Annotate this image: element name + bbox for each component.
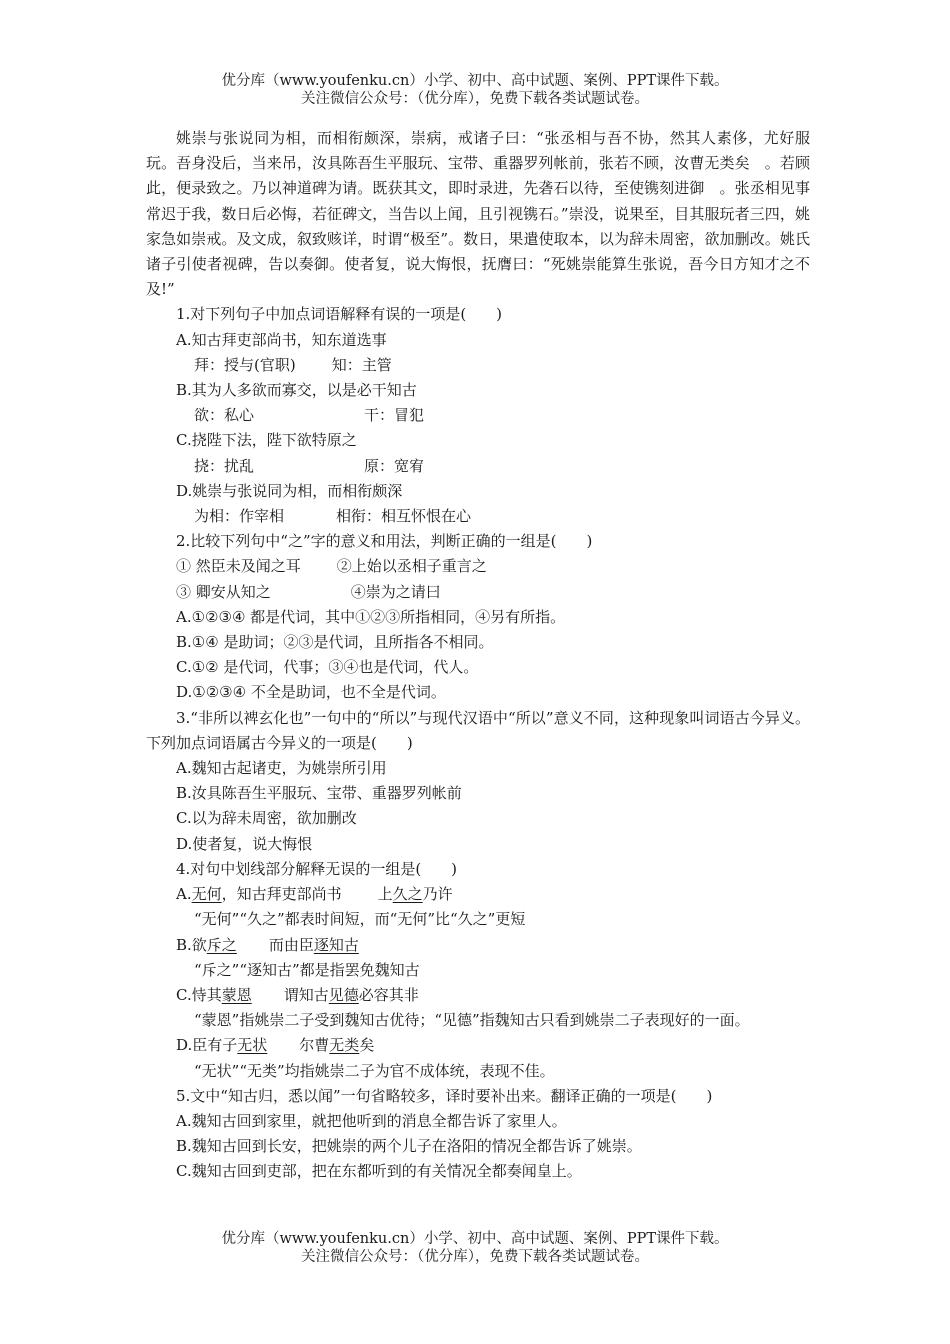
q4-c-suffix: 必容其非 [358, 985, 419, 1004]
q1-c-note-1: 挠：扰乱 [194, 456, 255, 475]
q2-sentences-1-2 [146, 554, 810, 579]
q2-sentence-2: ②上始以丞相子重言之 [336, 557, 487, 576]
q3-option-d: D.使者复，说大悔恨 [176, 834, 313, 853]
q4-c-prefix-2: 谓知古 [283, 985, 329, 1004]
q4-c-underlined-2: 见德 [328, 985, 359, 1004]
header-line-1: 优分库（www.youfenku.cn）小学、初中、高中试题、案例、PPT课件下载。 [221, 73, 729, 89]
question-1 [146, 302, 810, 529]
q1-c-note-2: 原：宽宥 [364, 456, 425, 475]
q2-option-a: A.①②③④ 都是代词，其中①②③所指相同，④另有所指。 [176, 607, 566, 626]
q4-option-c-explanation: “蒙恩”指姚崇二子受到魏知古优待；“见德”指魏知古只看到姚崇二子表现好的一面。 [194, 1011, 750, 1030]
q4-option-d [146, 1033, 810, 1058]
q5-option-b: B.魏知古回到长安，把姚崇的两个儿子在洛阳的情况全都告诉了姚崇。 [176, 1137, 642, 1156]
q4-d-prefix-2: 尔曹 [299, 1036, 330, 1055]
q1-option-d-notes [146, 504, 810, 529]
q4-a-suffix: 乃许 [422, 885, 453, 904]
footer-line-2: 关注微信公众号：（优分库），免费下载各类试题试卷。 [301, 1249, 649, 1265]
q4-a-prefix-2: 上 [377, 885, 393, 904]
q4-option-a [146, 882, 810, 907]
q1-option-d: D.姚崇与张说同为相，而相衔颇深 [176, 481, 403, 500]
question-3-stem: 3.“非所以裨玄化也”一句中的“所以”与现代汉语中“所以”意义不同，这种现象叫词语古今异义。下列加点词语属古今异义的一项是( ) [146, 708, 810, 752]
q4-a-underlined-1: 无何 [191, 885, 222, 904]
page-footer [0, 1230, 950, 1266]
q1-b-note-1: 欲：私心 [194, 406, 255, 425]
q4-d-prefix: D.臣有子 [176, 1036, 238, 1055]
q2-sentences-3-4 [146, 580, 810, 605]
passage-text: 姚崇与张说同为相，而相衔颇深，崇病，戒诸子曰：“张丞相与吾不协，然其人素侈，尤好服玩。吾身没后，当来吊，汝具陈吾生平服玩、宝带、重器罗列帐前，张若不顾，汝曹无类矣 。若顾此，便录致之。乃以神道碑为请。既获其文，即时录进，先砻石以待，至使镌刻进御 。张丞相见事常迟于我，数日后必悔，若征碑文，当告以上闻，且引视镌石。”崇没，说果至，目其服玩者三四，姚家急如崇戒。及文成，叙致赅详，时谓“极至”。数日，果遣使取本，以为辞未周密，欲加删改。姚氏诸子引使者视碑，告以奏御。使者复，说大悔恨，抚膺曰：“死姚崇能算生张说，吾今日方知才之不及!” [146, 129, 810, 299]
q4-a-prefix: A. [176, 885, 192, 904]
q4-option-b-explanation: “斥之”“逐知古”都是指罢免魏知古 [194, 960, 420, 979]
q4-b-prefix: B.欲 [176, 935, 207, 954]
q1-option-b-notes [146, 403, 810, 428]
question-1-stem: 1.对下列句子中加点词语解释有误的一项是( ) [176, 305, 503, 324]
question-2-stem: 2.比较下列句中“之”字的意义和用法，判断正确的一组是( ) [176, 532, 593, 551]
q4-a-underlined-2: 久之 [392, 885, 423, 904]
q1-b-note-2: 干：冒犯 [364, 406, 425, 425]
q3-option-a: A.魏知古起诸吏，为姚崇所引用 [176, 759, 387, 778]
q4-b-underlined-1: 斥之 [206, 935, 237, 954]
q5-option-c: C.魏知古回到吏部，把在东都听到的有关情况全都奏闻皇上。 [176, 1162, 582, 1181]
q3-option-b: B.汝具陈吾生平服玩、宝带、重器罗列帐前 [176, 784, 462, 803]
q2-sentence-1: ① 然臣未及闻之耳 [176, 557, 301, 576]
header-line-2: 关注微信公众号：（优分库），免费下载各类试题试卷。 [301, 91, 649, 107]
q2-option-d: D.①②③④ 不全是助词，也不全是代词。 [176, 683, 446, 702]
q4-option-d-explanation: “无状”“无类”均指姚崇二子为官不成体统，表现不佳。 [194, 1061, 555, 1080]
q1-a-note-1: 拜：授与(官职) [194, 355, 296, 374]
q1-option-b: B.其为人多欲而寡交，以是必干知古 [176, 381, 417, 400]
q4-c-underlined-1: 蒙恩 [221, 985, 252, 1004]
page-header [0, 72, 950, 108]
q2-sentence-3: ③ 卿安从知之 [176, 582, 271, 601]
question-2 [146, 529, 810, 705]
q4-d-underlined-2: 无类 [329, 1036, 360, 1055]
q4-b-underlined-2: 逐知古 [313, 935, 359, 954]
question-4-stem: 4.对句中划线部分解释无误的一组是( ) [176, 859, 458, 878]
q4-option-b [146, 933, 810, 958]
q1-d-note-1: 为相：作宰相 [194, 507, 285, 526]
q1-a-note-2: 知：主管 [331, 355, 392, 374]
q4-b-prefix-2: 而由臣 [268, 935, 314, 954]
q1-option-a-notes [146, 353, 810, 378]
q4-c-prefix: C.恃其 [176, 985, 222, 1004]
q2-option-b: B.①④ 是助词；②③是代词，且所指各不相同。 [176, 633, 494, 652]
q1-option-c: C.挠陛下法，陛下欲特原之 [176, 431, 357, 450]
q4-a-middle: ，知古拜吏部尚书 [221, 885, 342, 904]
q5-option-a: A.魏知古回到家里，就把他听到的消息全都告诉了家里人。 [176, 1111, 567, 1130]
footer-line-1: 优分库（www.youfenku.cn）小学、初中、高中试题、案例、PPT课件下载。 [221, 1231, 729, 1247]
q4-d-suffix: 矣 [359, 1036, 375, 1055]
q4-option-a-explanation: “无何”“久之”都表时间短，而“无何”比“久之”更短 [194, 910, 526, 929]
q1-option-c-notes [146, 454, 810, 479]
q4-d-underlined-1: 无状 [237, 1036, 268, 1055]
q2-sentence-4: ④崇为之请曰 [350, 582, 441, 601]
q2-option-c: C.①② 是代词，代事；③④也是代词，代人。 [176, 658, 479, 677]
q1-d-note-2: 相衔：相互怀恨在心 [336, 507, 472, 526]
q4-option-c [146, 983, 810, 1008]
question-4 [146, 857, 810, 1084]
question-5 [146, 1084, 810, 1185]
q3-option-c: C.以为辞未周密，欲加删改 [176, 809, 357, 828]
q1-option-a: A.知古拜吏部尚书，知东道选事 [176, 330, 387, 349]
document-body [146, 126, 810, 1185]
question-3 [146, 706, 810, 857]
question-5-stem: 5.文中“知古归，悉以闻”一句省略较多，译时要补出来。翻译正确的一项是( ) [176, 1086, 713, 1105]
